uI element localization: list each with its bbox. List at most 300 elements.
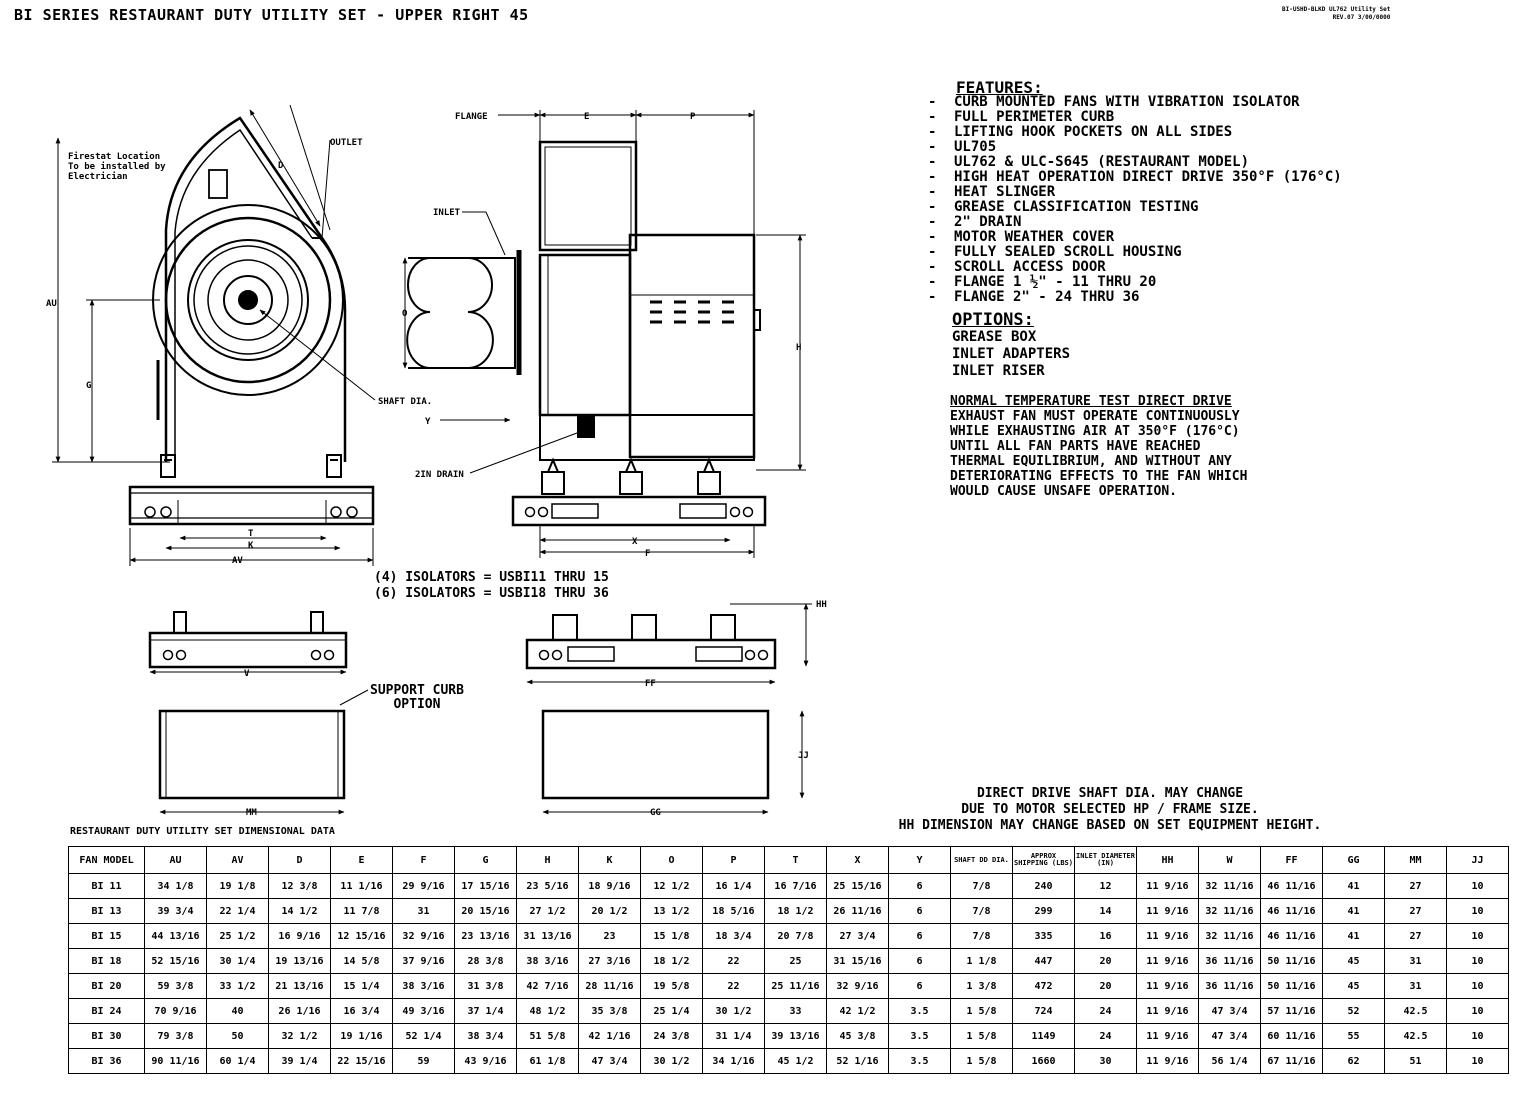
column-header: FAN MODEL [69, 847, 145, 874]
table-cell: 20 1/2 [579, 899, 641, 924]
table-cell: 16 9/16 [269, 924, 331, 949]
table-cell: 335 [1013, 924, 1075, 949]
support-curb-line: OPTION [393, 697, 441, 712]
table-cell: 19 1/16 [331, 1024, 393, 1049]
housing-side [540, 235, 760, 460]
table-cell: 11 7/8 [331, 899, 393, 924]
table-cell: 12 1/2 [641, 874, 703, 899]
table-cell: 50 [207, 1024, 269, 1049]
fan-model-cell: BI 24 [69, 999, 145, 1024]
table-cell: 25 15/16 [827, 874, 889, 899]
shaft-note [860, 786, 1360, 834]
table-cell: 6 [889, 974, 951, 999]
dim-label-FF: FF [645, 679, 656, 689]
firestat-label: Firestat Location [68, 152, 161, 162]
feature-item: - 2" DRAIN [928, 215, 1342, 230]
table-cell: 45 1/2 [765, 1049, 827, 1074]
note-line: WHILE EXHAUSTING AIR AT 350°F (176°C) [950, 424, 1240, 439]
column-header: D [269, 847, 331, 874]
shaft-note-line: DIRECT DRIVE SHAFT DIA. MAY CHANGE [976, 786, 1244, 801]
table-cell: 29 9/16 [393, 874, 455, 899]
table-cell: 26 1/16 [269, 999, 331, 1024]
table-cell: 10 [1447, 924, 1509, 949]
column-header: GG [1323, 847, 1385, 874]
table-cell: 32 11/16 [1199, 874, 1261, 899]
table-cell: 38 3/16 [517, 949, 579, 974]
table-cell: 32 1/2 [269, 1024, 331, 1049]
table-cell: 12 3/8 [269, 874, 331, 899]
table-cell: 59 [393, 1049, 455, 1074]
feature-item: - UL762 & ULC-S645 (RESTAURANT MODEL) [928, 155, 1342, 170]
table-row [69, 999, 1509, 1024]
dim-label-T: T [248, 529, 254, 539]
column-header: K [579, 847, 641, 874]
table-cell: 31 [393, 899, 455, 924]
temperature-test-note [950, 394, 1247, 499]
table-cell: 17 15/16 [455, 874, 517, 899]
feature-item: - CURB MOUNTED FANS WITH VIBRATION ISOLATOR [928, 95, 1342, 110]
table-cell: 51 [1385, 1049, 1447, 1074]
table-cell: 10 [1447, 1049, 1509, 1074]
table-cell: 39 1/4 [269, 1049, 331, 1074]
table-cell: 13 1/2 [641, 899, 703, 924]
table-cell: 38 3/4 [455, 1024, 517, 1049]
shaft-dia-label: SHAFT DIA. [378, 397, 433, 407]
column-header: JJ [1447, 847, 1509, 874]
table-cell: 20 [1075, 949, 1137, 974]
note-line: THERMAL EQUILIBRIUM, AND WITHOUT ANY [950, 454, 1232, 469]
table-title: RESTAURANT DUTY UTILITY SET DIMENSIONAL DATA [70, 826, 335, 837]
table-cell: 10 [1447, 899, 1509, 924]
table-cell: 10 [1447, 874, 1509, 899]
table-cell: 11 9/16 [1137, 924, 1199, 949]
table-cell: 11 9/16 [1137, 1024, 1199, 1049]
table-cell: 31 1/4 [703, 1024, 765, 1049]
table-cell: 52 15/16 [145, 949, 207, 974]
feature-item: - FLANGE 1 ½" - 11 THRU 20 [928, 275, 1342, 290]
dim-label-P: P [690, 112, 696, 122]
option-item: INLET ADAPTERS [952, 346, 1071, 362]
table-cell: 42 1/2 [827, 999, 889, 1024]
table-cell: 3.5 [889, 1024, 951, 1049]
column-header: G [455, 847, 517, 874]
table-cell: 23 5/16 [517, 874, 579, 899]
column-header: AU [145, 847, 207, 874]
table-cell: 36 11/16 [1199, 949, 1261, 974]
table-cell: 11 1/16 [331, 874, 393, 899]
table-cell: 27 [1385, 874, 1447, 899]
column-header: MM [1385, 847, 1447, 874]
column-header: E [331, 847, 393, 874]
table-cell: 45 [1323, 974, 1385, 999]
table-cell: 42.5 [1385, 999, 1447, 1024]
table-row [69, 949, 1509, 974]
note-line: WOULD CAUSE UNSAFE OPERATION. [950, 484, 1177, 499]
table-cell: 67 11/16 [1261, 1049, 1323, 1074]
table-cell: 31 [1385, 949, 1447, 974]
column-header: F [393, 847, 455, 874]
table-cell: 15 1/4 [331, 974, 393, 999]
table-cell: 42 1/16 [579, 1024, 641, 1049]
table-cell: 45 [1323, 949, 1385, 974]
table-cell: 25 1/4 [641, 999, 703, 1024]
dim-label-F: F [645, 549, 651, 559]
table-cell: 46 11/16 [1261, 899, 1323, 924]
fan-model-cell: BI 15 [69, 924, 145, 949]
table-cell: 14 5/8 [331, 949, 393, 974]
table-cell: 27 3/16 [579, 949, 641, 974]
table-cell: 22 [703, 974, 765, 999]
feature-item: - LIFTING HOOK POCKETS ON ALL SIDES [928, 125, 1342, 140]
table-cell: 1 3/8 [951, 974, 1013, 999]
table-cell: 39 13/16 [765, 1024, 827, 1049]
doc-ref-line: REV.07 3/00/0000 [1332, 14, 1391, 21]
scroll-housing [153, 105, 345, 462]
table-cell: 59 3/8 [145, 974, 207, 999]
table-row [69, 899, 1509, 924]
table-row [69, 1049, 1509, 1074]
option-item: INLET RISER [952, 363, 1045, 379]
table-cell: 1149 [1013, 1024, 1075, 1049]
inlet-label: INLET [433, 208, 461, 218]
table-cell: 25 11/16 [765, 974, 827, 999]
outlet-flange [540, 142, 636, 250]
table-cell: 18 9/16 [579, 874, 641, 899]
table-cell: 33 1/2 [207, 974, 269, 999]
options-heading: OPTIONS: [952, 310, 1034, 330]
feature-item: - HEAT SLINGER [928, 185, 1342, 200]
table-row [69, 924, 1509, 949]
table-cell: 14 1/2 [269, 899, 331, 924]
options-list [952, 312, 1070, 380]
table-cell: 31 13/16 [517, 924, 579, 949]
table-cell: 28 3/8 [455, 949, 517, 974]
table-cell: 51 5/8 [517, 1024, 579, 1049]
table-cell: 24 [1075, 1024, 1137, 1049]
table-cell: 1 5/8 [951, 1024, 1013, 1049]
column-header: P [703, 847, 765, 874]
table-cell: 62 [1323, 1049, 1385, 1074]
table-cell: 27 [1385, 899, 1447, 924]
isolator-line: (4) ISOLATORS = USBI11 THRU 15 [374, 570, 609, 585]
table-cell: 25 1/2 [207, 924, 269, 949]
note-line: DETERIORATING EFFECTS TO THE FAN WHICH [950, 469, 1248, 484]
column-header: W [1199, 847, 1261, 874]
table-cell: 20 [1075, 974, 1137, 999]
table-cell: 45 3/8 [827, 1024, 889, 1049]
column-header: SHAFT DD DIA. [951, 847, 1013, 874]
table-cell: 50 11/16 [1261, 974, 1323, 999]
table-cell: 39 3/4 [145, 899, 207, 924]
column-header: FF [1261, 847, 1323, 874]
table-cell: 1660 [1013, 1049, 1075, 1074]
dim-label-O: O [402, 309, 408, 319]
fan-model-cell: BI 11 [69, 874, 145, 899]
table-cell: 10 [1447, 1024, 1509, 1049]
table-cell: 28 11/16 [579, 974, 641, 999]
table-cell: 15 1/8 [641, 924, 703, 949]
table-cell: 11 9/16 [1137, 974, 1199, 999]
table-cell: 19 13/16 [269, 949, 331, 974]
side-isolators [542, 460, 720, 494]
table-cell: 10 [1447, 974, 1509, 999]
column-header: H [517, 847, 579, 874]
feature-item: - FULLY SEALED SCROLL HOUSING [928, 245, 1342, 260]
dim-label-H: H [796, 343, 802, 353]
table-cell: 50 11/16 [1261, 949, 1323, 974]
table-cell: 31 15/16 [827, 949, 889, 974]
table-cell: 19 1/8 [207, 874, 269, 899]
table-cell: 47 3/4 [579, 1049, 641, 1074]
fan-model-cell: BI 36 [69, 1049, 145, 1074]
table-cell: 18 1/2 [765, 899, 827, 924]
column-header: HH [1137, 847, 1199, 874]
table-cell: 31 3/8 [455, 974, 517, 999]
feature-item: - HIGH HEAT OPERATION DIRECT DRIVE 350°F (176°C) [928, 170, 1342, 185]
dim-label-Y: Y [425, 417, 431, 427]
column-header: APPROX SHIPPING (LBS) [1013, 847, 1075, 874]
feature-item: - MOTOR WEATHER COVER [928, 230, 1342, 245]
table-cell: 60 1/4 [207, 1049, 269, 1074]
table-cell: 3.5 [889, 999, 951, 1024]
table-cell: 25 [765, 949, 827, 974]
table-cell: 299 [1013, 899, 1075, 924]
table-cell: 43 9/16 [455, 1049, 517, 1074]
shaft-note-line: HH DIMENSION MAY CHANGE BASED ON SET EQUIPMENT HEIGHT. [898, 818, 1322, 833]
table-cell: 11 9/16 [1137, 1049, 1199, 1074]
support-curb-left [160, 690, 368, 812]
table-cell: 20 15/16 [455, 899, 517, 924]
document-reference [1282, 6, 1390, 22]
table-row [69, 1024, 1509, 1049]
table-cell: 52 [1323, 999, 1385, 1024]
feature-item: - GREASE CLASSIFICATION TESTING [928, 200, 1342, 215]
table-cell: 90 11/16 [145, 1049, 207, 1074]
curb-detail-right [527, 604, 812, 682]
dim-label-HH: HH [816, 600, 827, 610]
firestat-label: To be installed by [68, 162, 166, 172]
table-cell: 6 [889, 899, 951, 924]
table-cell: 34 1/8 [145, 874, 207, 899]
isolator-line: (6) ISOLATORS = USBI18 THRU 36 [374, 586, 609, 601]
table-cell: 60 11/16 [1261, 1024, 1323, 1049]
features-heading: FEATURES: [956, 78, 1043, 97]
table-cell: 32 11/16 [1199, 924, 1261, 949]
table-cell: 27 3/4 [827, 924, 889, 949]
table-cell: 37 1/4 [455, 999, 517, 1024]
dim-label-AU: AU [46, 299, 57, 309]
column-header: INLET DIAMETER (IN) [1075, 847, 1137, 874]
fan-model-cell: BI 30 [69, 1024, 145, 1049]
table-cell: 10 [1447, 999, 1509, 1024]
table-cell: 79 3/8 [145, 1024, 207, 1049]
table-cell: 55 [1323, 1024, 1385, 1049]
drain-label: 2IN DRAIN [415, 470, 464, 480]
fan-model-cell: BI 20 [69, 974, 145, 999]
table-cell: 11 9/16 [1137, 999, 1199, 1024]
table-cell: 42 7/16 [517, 974, 579, 999]
table-cell: 22 1/4 [207, 899, 269, 924]
column-header: Y [889, 847, 951, 874]
table-cell: 42.5 [1385, 1024, 1447, 1049]
table-cell: 52 1/16 [827, 1049, 889, 1074]
table-cell: 240 [1013, 874, 1075, 899]
table-cell: 46 11/16 [1261, 924, 1323, 949]
table-cell: 49 3/16 [393, 999, 455, 1024]
table-cell: 7/8 [951, 899, 1013, 924]
column-header: T [765, 847, 827, 874]
table-cell: 44 13/16 [145, 924, 207, 949]
dimensional-data-table [68, 846, 1509, 1074]
table-cell: 3.5 [889, 1049, 951, 1074]
support-curb-line: SUPPORT CURB [370, 683, 464, 698]
table-cell: 20 7/8 [765, 924, 827, 949]
table-row [69, 874, 1509, 899]
table-header-row [69, 847, 1509, 874]
table-cell: 12 [1075, 874, 1137, 899]
table-cell: 32 11/16 [1199, 899, 1261, 924]
table-cell: 22 15/16 [331, 1049, 393, 1074]
table-cell: 61 1/8 [517, 1049, 579, 1074]
note-heading: NORMAL TEMPERATURE TEST DIRECT DRIVE [950, 394, 1232, 409]
option-item: GREASE BOX [952, 329, 1037, 345]
column-header: O [641, 847, 703, 874]
table-cell: 1 1/8 [951, 949, 1013, 974]
page-title: BI SERIES RESTAURANT DUTY UTILITY SET - UPPER RIGHT 45 [14, 6, 529, 24]
support-curb-right [543, 711, 802, 812]
features-list [928, 80, 1342, 305]
column-header: AV [207, 847, 269, 874]
table-cell: 23 13/16 [455, 924, 517, 949]
curb-detail-left [150, 612, 346, 672]
table-cell: 21 13/16 [269, 974, 331, 999]
table-cell: 18 3/4 [703, 924, 765, 949]
table-cell: 18 5/16 [703, 899, 765, 924]
table-cell: 6 [889, 924, 951, 949]
side-dimensions [405, 110, 806, 558]
table-row [69, 974, 1509, 999]
table-cell: 11 9/16 [1137, 949, 1199, 974]
outlet-label: OUTLET [330, 138, 363, 148]
dim-label-X: X [632, 537, 638, 547]
table-cell: 57 11/16 [1261, 999, 1323, 1024]
flange-label: FLANGE [455, 112, 488, 122]
table-cell: 16 [1075, 924, 1137, 949]
table-cell: 36 11/16 [1199, 974, 1261, 999]
table-cell: 7/8 [951, 924, 1013, 949]
feature-item: - FLANGE 2" - 24 THRU 36 [928, 290, 1342, 305]
table-cell: 18 1/2 [641, 949, 703, 974]
table-cell: 40 [207, 999, 269, 1024]
front-isolators [161, 455, 341, 477]
dim-label-AV: AV [232, 556, 243, 566]
dim-label-GG: GG [650, 808, 661, 818]
table-cell: 26 11/16 [827, 899, 889, 924]
table-cell: 24 3/8 [641, 1024, 703, 1049]
table-cell: 22 [703, 949, 765, 974]
table-cell: 724 [1013, 999, 1075, 1024]
dim-label-JJ: JJ [798, 751, 809, 761]
side-curb [513, 497, 765, 525]
table-cell: 30 1/2 [641, 1049, 703, 1074]
table-cell: 32 9/16 [393, 924, 455, 949]
front-curb [130, 487, 373, 524]
feature-item: - FULL PERIMETER CURB [928, 110, 1342, 125]
dim-label-V: V [244, 669, 250, 679]
dim-label-G: G [86, 381, 92, 391]
firestat-label: Electrician [68, 172, 128, 182]
inlet-side [407, 250, 519, 375]
dim-label-K: K [248, 541, 254, 551]
motor-vents [650, 302, 734, 322]
side-view [405, 110, 806, 558]
table-cell: 472 [1013, 974, 1075, 999]
table-cell: 27 [1385, 924, 1447, 949]
table-cell: 38 3/16 [393, 974, 455, 999]
dim-label-MM: MM [246, 808, 257, 818]
table-cell: 24 [1075, 999, 1137, 1024]
table-cell: 30 1/4 [207, 949, 269, 974]
column-header: X [827, 847, 889, 874]
table-cell: 447 [1013, 949, 1075, 974]
table-cell: 12 15/16 [331, 924, 393, 949]
table-cell: 70 9/16 [145, 999, 207, 1024]
table-cell: 11 9/16 [1137, 899, 1199, 924]
table-cell: 41 [1323, 874, 1385, 899]
fan-model-cell: BI 13 [69, 899, 145, 924]
table-cell: 14 [1075, 899, 1137, 924]
table-cell: 47 3/4 [1199, 999, 1261, 1024]
table-cell: 34 1/16 [703, 1049, 765, 1074]
table-cell: 35 3/8 [579, 999, 641, 1024]
table-cell: 16 7/16 [765, 874, 827, 899]
note-line: EXHAUST FAN MUST OPERATE CONTINUOUSLY [950, 409, 1240, 424]
table-cell: 6 [889, 949, 951, 974]
table-cell: 30 [1075, 1049, 1137, 1074]
table-cell: 31 [1385, 974, 1447, 999]
table-cell: 32 9/16 [827, 974, 889, 999]
table-cell: 16 1/4 [703, 874, 765, 899]
table-cell: 30 1/2 [703, 999, 765, 1024]
shaft-note-line: DUE TO MOTOR SELECTED HP / FRAME SIZE. [961, 802, 1259, 817]
isolators-note [374, 570, 609, 602]
table-cell: 16 3/4 [331, 999, 393, 1024]
doc-ref-line: BI-USHD-BLKD UL762 Utility Set [1282, 6, 1391, 13]
note-line: UNTIL ALL FAN PARTS HAVE REACHED [950, 439, 1201, 454]
feature-item: - UL705 [928, 140, 1342, 155]
table-cell: 48 1/2 [517, 999, 579, 1024]
table-cell: 1 5/8 [951, 1049, 1013, 1074]
table-cell: 37 9/16 [393, 949, 455, 974]
table-cell: 23 [579, 924, 641, 949]
table-cell: 52 1/4 [393, 1024, 455, 1049]
table-cell: 27 1/2 [517, 899, 579, 924]
table-cell: 11 9/16 [1137, 874, 1199, 899]
table-cell: 41 [1323, 924, 1385, 949]
table-cell: 47 3/4 [1199, 1024, 1261, 1049]
table-cell: 19 5/8 [641, 974, 703, 999]
table-cell: 6 [889, 874, 951, 899]
table-cell: 10 [1447, 949, 1509, 974]
table-cell: 1 5/8 [951, 999, 1013, 1024]
table-cell: 41 [1323, 899, 1385, 924]
table-cell: 56 1/4 [1199, 1049, 1261, 1074]
fan-model-cell: BI 18 [69, 949, 145, 974]
table-cell: 7/8 [951, 874, 1013, 899]
table-cell: 46 11/16 [1261, 874, 1323, 899]
support-curb-label [370, 684, 464, 712]
dim-label-D: D [278, 161, 284, 171]
